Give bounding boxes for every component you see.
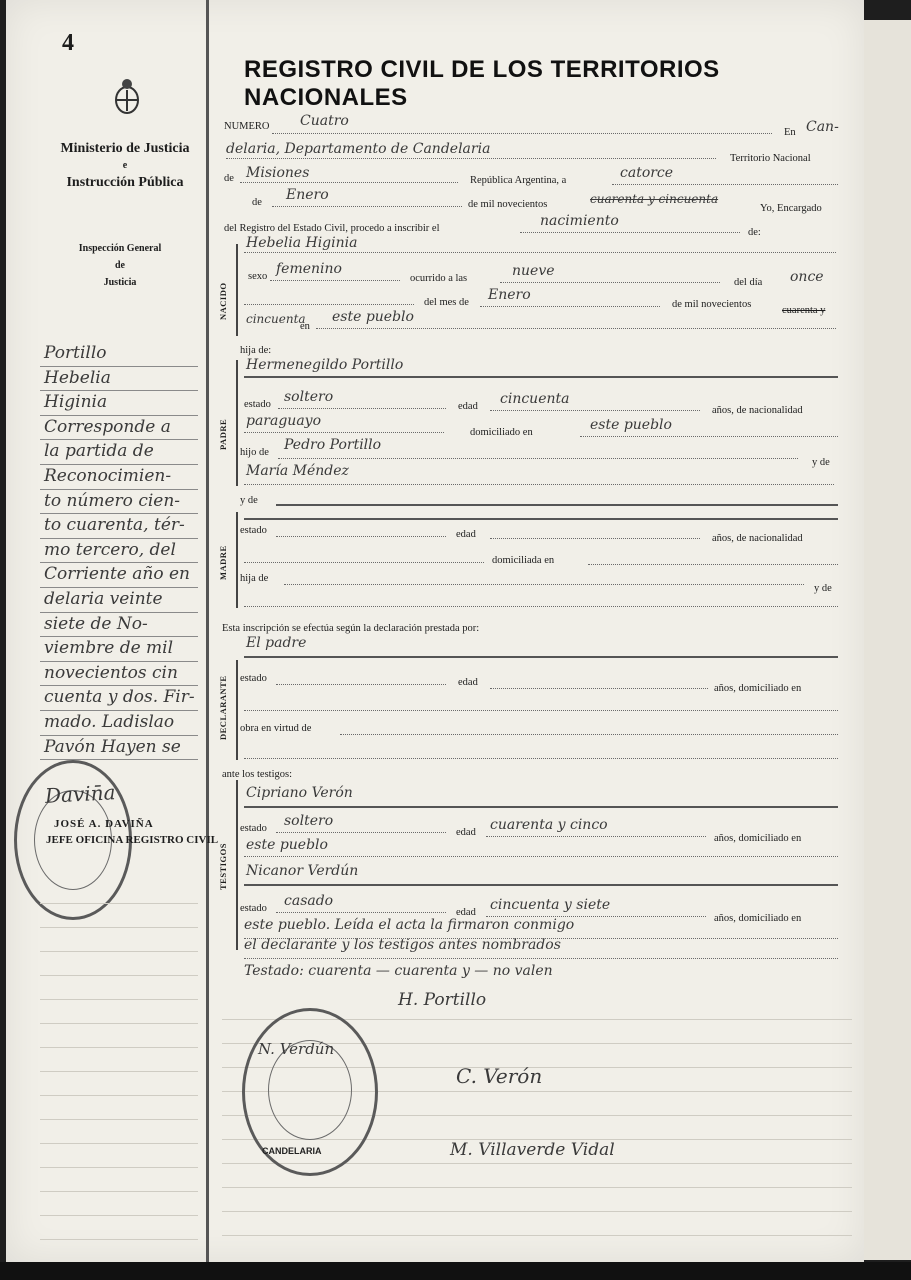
closing-line-2: el declarante y los testigos antes nombrados [244,937,561,953]
declarante-anos-label: años, domiciliado en [714,683,802,694]
obra-label: obra en virtud de [240,723,312,734]
margin-note-line: siete de No- [40,613,198,638]
father-estado: soltero [284,389,334,405]
birth-year-strike: cuarenta y [782,305,826,316]
year-label: de mil novecientos [468,199,548,210]
margin-note-line: Corriente año en [40,563,198,588]
margin-note-line: to cuarenta, tér- [40,514,198,539]
closing-line-2-rule [244,958,838,959]
padre-bracket [236,360,238,486]
declarante-label: DECLARANTE [218,675,228,740]
margin-note-line: delaria veinte [40,588,198,613]
margin-note-line: la partida de [40,440,198,465]
padre-label: PADRE [218,418,228,450]
en-label: En [784,127,796,138]
father-edad-label: edad [458,401,478,412]
territorio-line [240,182,458,183]
father-father-line [278,458,798,459]
madre-dom-line [588,564,838,565]
witness1-estado: soltero [284,813,334,829]
en-label-2: en [300,321,310,332]
de-colon-label: de: [748,227,761,238]
de-label-2: de [252,197,262,208]
inspeccion-line-3: Justicia [103,277,137,288]
father-name-line [244,376,838,378]
hour-value: nueve [512,263,555,279]
father-estado-label: estado [244,399,271,410]
declarante-bracket [236,660,238,760]
testigos-label: ante los testigos: [222,769,292,780]
month-line [272,206,462,207]
father-name: Hermenegildo Portillo [246,357,404,373]
birth-place-line [316,328,836,329]
coat-of-arms-icon [112,76,142,116]
declarante-value: El padre [246,635,307,651]
witness2-edad: cincuenta y siete [490,897,611,913]
margin-note-line: cuenta y dos. Fir- [40,686,198,711]
hour-line [500,282,720,283]
witness2-edad-label: edad [456,907,476,918]
signature-officer: M. Villaverde Vidal [450,1140,615,1160]
numero-line [272,133,772,134]
father-y-de-label: y de [812,457,830,468]
madre-hija-line [284,584,804,585]
margin-note-line: mado. Ladislao [40,711,198,736]
day-value: catorce [620,165,674,181]
madre-y-de-label-2: y de [814,583,832,594]
madre-anos-nac-label: años, de nacionalidad [712,533,803,544]
birth-day-value: once [790,269,824,285]
page-title: REGISTRO CIVIL DE LOS TERRITORIOS NACIONALES [244,56,720,111]
witness1-edad: cuarenta y cinco [490,817,608,833]
witness1-estado-line [276,832,446,833]
closing-line-3: Testado: cuarenta — cuarenta y — no valen [244,963,553,979]
birth-place-value: este pueblo [332,309,414,325]
declarante-end-line [244,758,838,759]
inspeccion-line-1: Inspección General [78,243,162,254]
sexo-value: femenino [276,261,342,277]
witness1-edad-label: edad [456,827,476,838]
del-dia-label: del día [734,277,763,288]
margin-note-line: novecientos cin [40,662,198,687]
father-hijo-de-label: hijo de [240,447,269,458]
witness1-domicilio: este pueblo [246,837,328,853]
territorio-value: Misiones [246,165,310,181]
birth-month-line-pre [244,304,414,305]
margin-annotation [40,342,198,760]
ministry-line-2: e [122,160,128,171]
witness2-name: Nicanor Verdún [246,863,359,879]
madre-estado-line [276,536,446,537]
month-value: Enero [286,187,329,203]
ocurrido-label: ocurrido a las [410,273,468,284]
folio-number: 4 [62,30,74,56]
numero-label: NUMERO [224,121,270,132]
madre-name-line [244,518,838,520]
ministry-heading [40,138,210,194]
testigos-label-vertical: TESTIGOS [218,843,228,890]
declarante-dom-line [244,710,838,711]
registro-label: del Registro del Estado Civil, procedo a inscribir el [224,223,440,234]
mil-label: de mil novecientos [672,299,752,310]
republica-label: República Argentina, a [470,175,567,186]
madre-mother-line [244,606,838,607]
margin-signature: Davin̄a [44,780,117,808]
del-mes-label: del mes de [424,297,469,308]
madre-bracket [236,512,238,608]
signature-witness-3: N. Verdún [258,1040,335,1058]
testigos-bracket [236,780,238,950]
margin-note-line: Reconocimien- [40,465,198,490]
territorio-label: Territorio Nacional [730,153,811,164]
birth-month-line [480,306,660,307]
inscripcion-label: Esta inscripción se efectúa según la declaración prestada por: [222,623,480,634]
place-line [226,158,716,159]
sexo-label: sexo [248,271,268,282]
madre-edad-line [490,538,700,539]
witness2-estado-line [276,912,446,913]
witness2-estado-label: estado [240,903,267,914]
father-anos-nac-label: años, de nacionalidad [712,405,803,416]
witness1-name-line [244,806,838,808]
father-dom-line [580,436,838,437]
margin-ruled-lines [40,880,198,1240]
birth-year-value: cincuenta [246,312,306,326]
acta-line [520,232,740,233]
father-mother-line [244,484,834,485]
signature-witness-2: C. Verón [456,1064,543,1088]
witness1-estado-label: estado [240,823,267,834]
margin-note-line: Pavón Hayen se [40,736,198,761]
father-domiciliado-label: domiciliado en [470,427,533,438]
hija-de-label: hija de: [240,345,272,356]
declarante-estado-label: estado [240,673,267,684]
witness2-anos-label: años, domiciliado en [714,913,802,924]
witness1-anos-label: años, domiciliado en [714,833,802,844]
ministry-line-1: Ministerio de Justicia [60,141,190,156]
next-page-edge [864,20,911,1260]
madre-y-de-label: y de [240,495,258,506]
year-value: cuarenta y cincuenta [590,192,719,206]
father-father: Pedro Portillo [284,437,382,453]
father-edad: cincuenta [500,391,570,407]
inspeccion-line-2: de [115,260,125,271]
place-continuation: delaria, Departamento de Candelaria [226,141,491,157]
witness1-edad-line [486,836,706,837]
madre-estado-label: estado [240,525,267,536]
margin-note-line: Corresponde a [40,416,198,441]
nacido-label: NACIDO [218,282,228,320]
signer-title: JEFE OFICINA REGISTRO CIVIL [46,834,219,846]
de-label: de [224,173,234,184]
numero-value: Cuatro [300,113,349,129]
margin-note-line: Portillo [40,342,198,367]
witness2-estado: casado [284,893,334,909]
declarante-edad-label: edad [458,677,478,688]
father-estado-line [278,408,446,409]
madre-nac-line [244,562,484,563]
nacido-bracket [236,244,238,336]
inspeccion-heading [60,240,180,291]
madre-label: MADRE [218,545,228,580]
madre-top-line [276,504,838,506]
margin-note-line: mo tercero, del [40,539,198,564]
bottom-edge [0,1262,911,1280]
day-line [612,184,838,185]
witness2-name-line [244,884,838,886]
margin-note-line: Hebelia [40,367,198,392]
margin-note-line: viembre de mil [40,637,198,662]
father-domicilio: este pueblo [590,417,672,433]
sexo-line [270,280,400,281]
madre-domiciliada-label: domiciliada en [492,555,555,566]
madre-hija-de-label: hija de [240,573,269,584]
margin-note-line: to número cien- [40,490,198,515]
yo-label: Yo, Encargado [760,203,822,214]
declarante-estado-line [276,684,446,685]
father-nacionalidad: paraguayo [246,413,322,429]
signer-name: JOSÉ A. DAVIÑA [54,818,154,830]
child-name-line [244,252,836,253]
margin-note-line: Higinia [40,391,198,416]
ministry-line-3: Instrucción Pública [66,175,184,190]
en-value: Can- [806,119,839,135]
madre-edad-label: edad [456,529,476,540]
witness1-name: Cipriano Verón [246,785,353,801]
closing-line-1: este pueblo. Leída el acta la firmaron conmigo [244,917,575,933]
declarante-name-line [244,656,838,658]
stamp-text: CANDELARIA [262,1146,322,1156]
declarante-edad-line [490,688,708,689]
witness1-dom-line [244,856,838,857]
child-name: Hebelia Higinia [246,235,358,251]
father-mother: María Méndez [246,463,349,479]
obra-line [340,734,838,735]
acta-value: nacimiento [540,213,619,229]
father-nac-line [244,432,444,433]
birth-month-value: Enero [488,287,531,303]
signature-father: H. Portillo [398,990,487,1010]
father-edad-line [490,410,700,411]
